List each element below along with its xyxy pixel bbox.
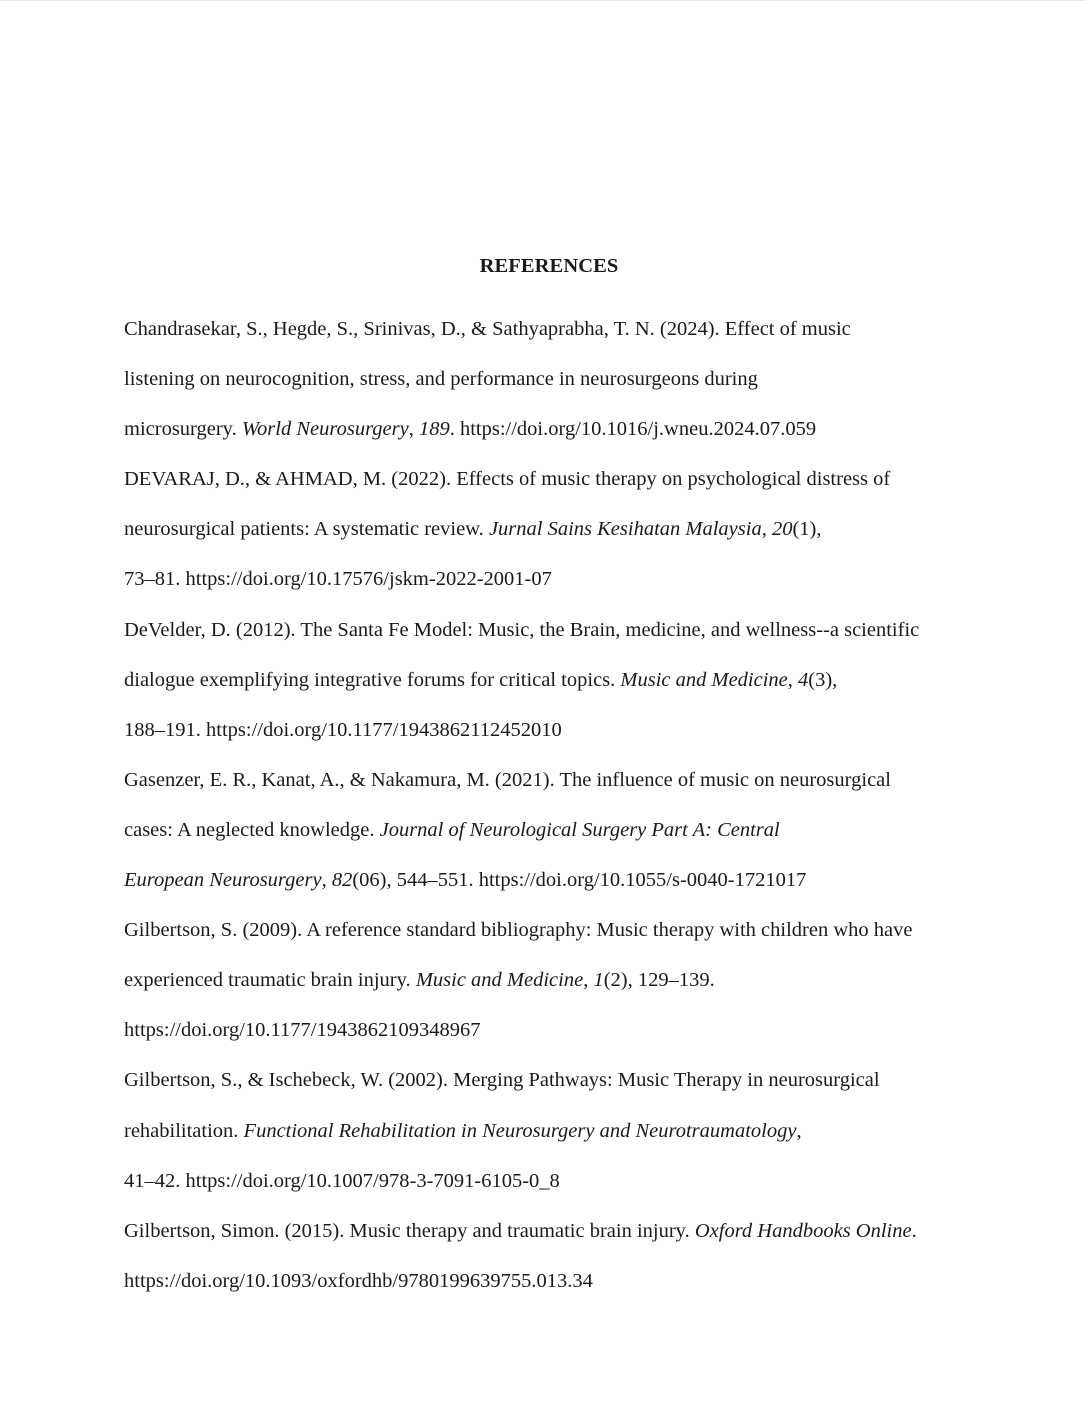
reference-entry <box>124 605 974 755</box>
page-title: REFERENCES <box>479 255 619 277</box>
reference-text: (06), 544–551. https://doi.org/10.1055/s-0040-1721017 <box>352 869 807 892</box>
reference-line <box>124 955 974 1005</box>
reference-text: DeVelder, D. (2012). The Santa Fe Model: Music, the Brain, medicine, and wellness--a scientific <box>124 618 920 641</box>
reference-line <box>124 554 974 604</box>
reference-text: (2), 129–139. <box>603 969 715 992</box>
reference-text: , <box>761 518 772 541</box>
reference-text: experienced traumatic brain injury. <box>124 969 416 992</box>
reference-text: dialogue exemplifying integrative forums for critical topics. <box>124 668 621 691</box>
reference-text: Gilbertson, Simon. (2015). Music therapy and traumatic brain injury. <box>124 1219 695 1242</box>
reference-line <box>124 655 974 705</box>
italic-text: Journal of Neurological Surgery Part A: Central <box>379 818 780 841</box>
reference-line <box>124 1206 974 1256</box>
reference-text: listening on neurocognition, stress, and performance in neurosurgeons during <box>124 368 758 391</box>
reference-text: Chandrasekar, S., Hegde, S., Srinivas, D., & Sathyaprabha, T. N. (2024). Effect of music <box>124 318 851 340</box>
reference-text: neurosurgical patients: A systematic review. <box>124 518 489 541</box>
reference-text: https://doi.org/10.1093/oxfordhb/9780199639755.013.34 <box>124 1269 593 1292</box>
reference-text: Gasenzer, E. R., Kanat, A., & Nakamura, M. (2021). The influence of music on neurosurgical <box>124 768 891 791</box>
italic-text: 82 <box>331 869 353 892</box>
reference-line <box>124 805 974 855</box>
reference-line <box>124 1106 974 1156</box>
italic-text: 20 <box>771 518 793 541</box>
reference-text: (1), <box>792 518 822 541</box>
reference-line <box>124 705 974 755</box>
reference-line <box>124 304 974 354</box>
reference-line <box>124 354 974 404</box>
reference-text: 188–191. https://doi.org/10.1177/1943862112452010 <box>124 718 562 741</box>
reference-line <box>124 1055 974 1105</box>
reference-line <box>124 905 974 955</box>
reference-text: , <box>583 969 594 992</box>
reference-text: Gilbertson, S., & Ischebeck, W. (2002). Merging Pathways: Music Therapy in neurosurgical <box>124 1069 880 1092</box>
italic-text: Music and Medicine <box>620 668 788 691</box>
reference-line <box>124 755 974 805</box>
italic-text: Jurnal Sains Kesihatan Malaysia <box>488 518 762 541</box>
italic-text: World Neurosurgery <box>241 418 409 441</box>
reference-line <box>124 1005 974 1055</box>
reference-entry <box>124 755 974 905</box>
reference-entry <box>124 1055 974 1205</box>
reference-line <box>124 454 974 504</box>
italic-text: Music and Medicine <box>415 969 584 992</box>
reference-text: . https://doi.org/10.1016/j.wneu.2024.07.059 <box>449 418 817 441</box>
reference-text: microsurgery. <box>124 418 242 441</box>
reference-text: , <box>321 869 332 892</box>
italic-text: Oxford Handbooks Online <box>694 1219 912 1242</box>
reference-text: Gilbertson, S. (2009). A reference standard bibliography: Music therapy with children who have <box>124 919 913 942</box>
italic-text: 1 <box>593 969 604 992</box>
italic-text: 4 <box>798 668 809 691</box>
italic-text: European Neurosurgery <box>124 869 322 892</box>
reference-text: rehabilitation. <box>124 1119 244 1142</box>
reference-text: , <box>408 418 419 441</box>
reference-line <box>124 404 974 454</box>
reference-text: (3), <box>808 668 838 691</box>
reference-entry <box>124 905 974 1055</box>
reference-text: cases: A neglected knowledge. <box>124 818 380 841</box>
reference-line <box>124 1256 974 1306</box>
reference-line <box>124 855 974 905</box>
reference-text: . <box>911 1219 917 1242</box>
reference-text: , <box>787 668 799 691</box>
reference-text: 41–42. https://doi.org/10.1007/978-3-7091-6105-0_8 <box>124 1169 560 1192</box>
italic-text: Functional Rehabilitation in Neurosurgery and Neurotraumatology <box>243 1119 797 1142</box>
reference-text: 73–81. https://doi.org/10.17576/jskm-2022-2001-07 <box>124 568 552 591</box>
reference-line <box>124 504 974 554</box>
reference-entry <box>124 304 974 454</box>
italic-text: 189 <box>418 418 450 441</box>
reference-line <box>124 605 974 655</box>
reference-text: https://doi.org/10.1177/1943862109348967 <box>124 1019 481 1042</box>
reference-list <box>124 304 974 1306</box>
reference-entry <box>124 1206 974 1306</box>
reference-text: DEVARAJ, D., & AHMAD, M. (2022). Effects of music therapy on psychological distress of <box>124 468 891 491</box>
reference-line <box>124 1156 974 1206</box>
reference-entry <box>124 454 974 604</box>
reference-text: , <box>796 1119 802 1142</box>
